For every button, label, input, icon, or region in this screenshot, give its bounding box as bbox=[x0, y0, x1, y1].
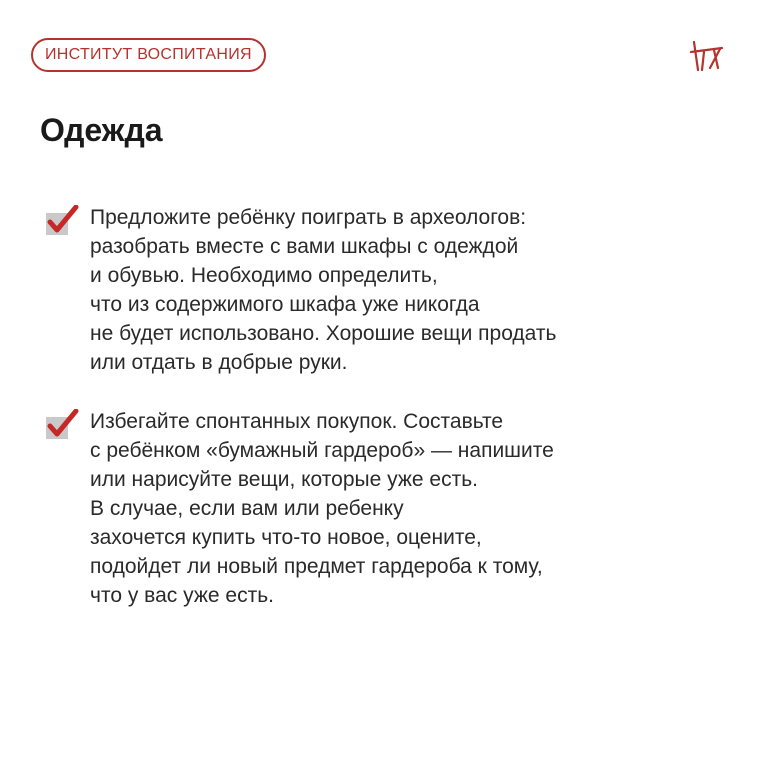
text-line: что из содержимого шкафа уже никогда bbox=[90, 293, 480, 316]
text-line: В случае, если вам или ребенку bbox=[90, 497, 404, 520]
text-line: не будет использовано. Хорошие вещи продать bbox=[90, 322, 557, 345]
checklist bbox=[44, 203, 724, 640]
page-title: Одежда bbox=[40, 112, 163, 148]
text-line: или нарисуйте вещи, которые уже есть. bbox=[90, 468, 478, 491]
text-line: с ребёнком «бумажный гардероб» — напишите bbox=[90, 439, 554, 462]
text-line: разобрать вместе с вами шкафы с одеждой bbox=[90, 235, 519, 258]
checkbox-checked-icon bbox=[44, 409, 80, 441]
checkbox-checked-icon bbox=[44, 205, 80, 237]
brand-badge bbox=[31, 38, 266, 72]
text-line: и обувью. Необходимо определить, bbox=[90, 264, 438, 287]
text-line: что у вас уже есть. bbox=[90, 584, 274, 607]
text-line: Избегайте спонтанных покупок. Составьте bbox=[90, 410, 504, 433]
chair-logo-icon bbox=[686, 38, 726, 74]
checklist-item-text bbox=[90, 203, 556, 377]
text-line: захочется купить что-то новое, оцените, bbox=[90, 526, 482, 549]
checklist-item bbox=[44, 203, 724, 377]
brand-badge-label: ИНСТИТУТ ВОСПИТАНИЯ bbox=[45, 46, 252, 63]
text-line: Предложите ребёнку поиграть в археологов: bbox=[90, 206, 527, 229]
text-line: или отдать в добрые руки. bbox=[90, 351, 348, 374]
checklist-item-text bbox=[90, 407, 554, 610]
text-line: подойдет ли новый предмет гардероба к тому, bbox=[90, 555, 543, 578]
checklist-item bbox=[44, 407, 724, 610]
